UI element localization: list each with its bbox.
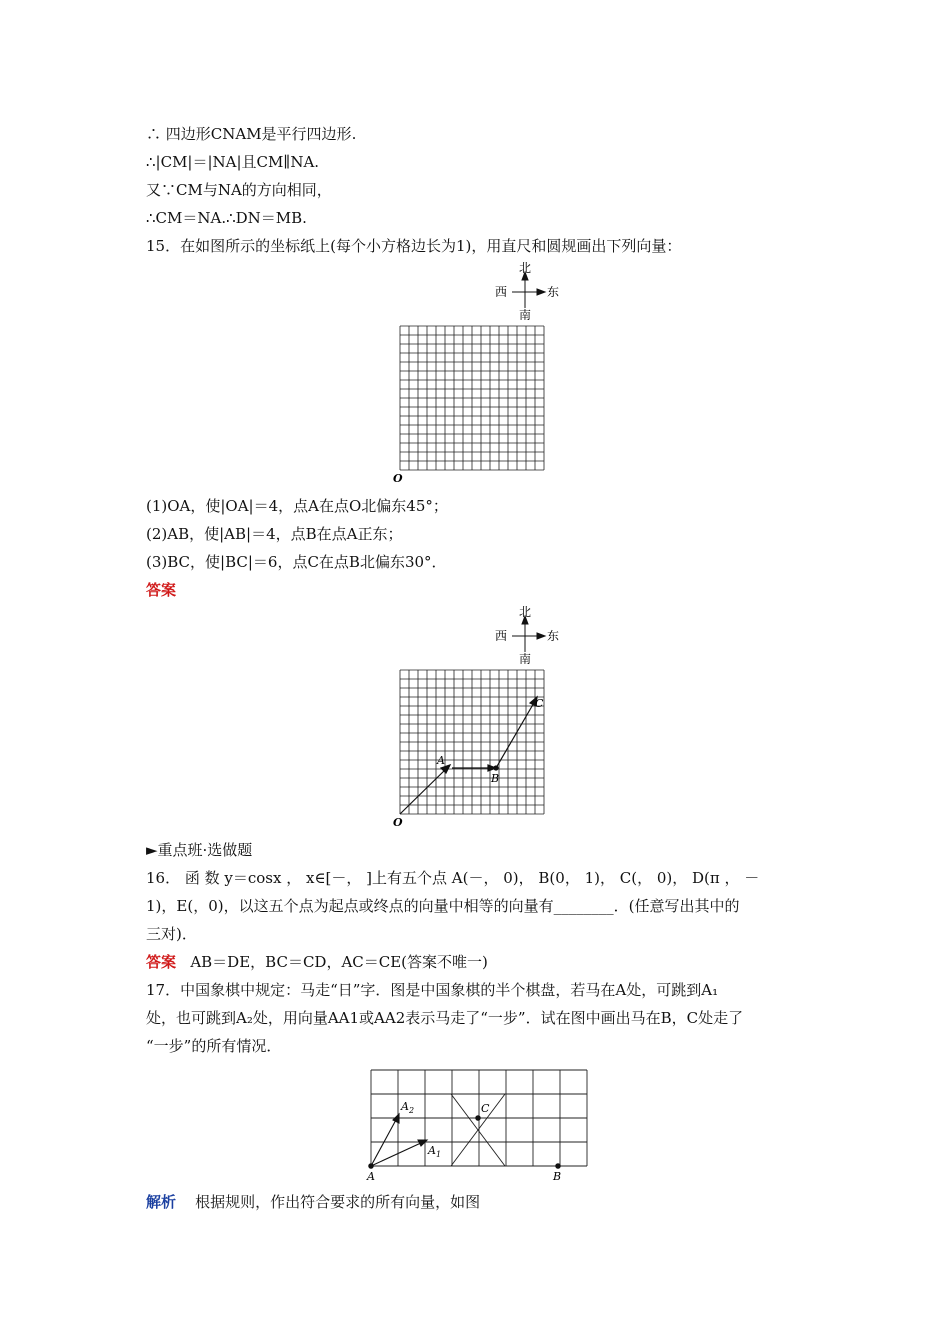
compass-rose-answer (512, 616, 545, 652)
origin-label-answer: O (393, 816, 403, 829)
question-15-part-3: (3)BC，使|BC|＝6，点C在点B北偏东30°． (146, 553, 447, 571)
question-15-part-2: (2)AB，使|AB|＝4，点B在点A正东； (146, 525, 403, 543)
proof-line-2: ∴|CM|＝|NA|且CM∥NA. (146, 153, 320, 171)
compass-east: 东 (547, 285, 560, 299)
origin-label: O (393, 472, 403, 485)
compass-east-answer: 东 (547, 629, 560, 643)
chess-b-label: B (553, 1170, 562, 1183)
answer-16 (146, 952, 488, 972)
compass-north-answer: 北 (519, 605, 532, 619)
proof-line-4: ∴CM＝NA.∴DN＝MB. (146, 209, 307, 227)
figure-chessboard (365, 1060, 590, 1185)
point-a-label: A (437, 754, 445, 767)
compass-rose (512, 272, 545, 308)
question-16-line-1: 16． 函 数 y＝cosx ， x∈[－， ]上有五个点 A(－， 0)， B(0， 1)， C(， 0)， D(π ， － (146, 869, 760, 887)
compass-south: 南 (519, 308, 532, 322)
proof-line-3: 又∵CM与NA的方向相同， (146, 181, 332, 199)
section-heading: ►重点班·选做题 (146, 841, 253, 859)
palace-diagonals (451, 1094, 505, 1166)
point-c-label: C (535, 697, 544, 710)
proof-line-1: ∴ 四边形CNAM是平行四边形. (146, 125, 357, 143)
question-17-line-3: “一步”的所有情况． (146, 1037, 282, 1055)
answer-label-16: 答案 (146, 953, 177, 971)
answer-label-15: 答案 (146, 581, 177, 599)
question-15: 15．在如图所示的坐标纸上(每个小方格边长为1)，用直尺和圆规画出下列向量： (146, 237, 682, 255)
answer-text-16: AB＝DE，BC＝CD，AC＝CE(答案不唯一) (190, 953, 488, 971)
question-16-line-2: 1)，E(，0)，以这五个点为起点或终点的向量中相等的向量有________．(任意写出其中的 (146, 897, 740, 915)
analysis (146, 1192, 480, 1212)
analysis-text: 根据规则，作出符合要求的所有向量，如图 (195, 1193, 481, 1211)
point-b-label: B (491, 772, 500, 785)
chess-a2-label: $A_2$ (401, 1100, 415, 1115)
figure-grid-empty (393, 258, 560, 488)
knight-vectors (369, 1114, 560, 1168)
analysis-label: 解析 (146, 1193, 177, 1211)
chess-a1-label: $A_1$ (428, 1144, 442, 1159)
compass-north: 北 (519, 261, 532, 275)
chess-a-label: A (367, 1170, 375, 1183)
compass-west-answer: 西 (495, 629, 508, 643)
answer-vectors (400, 697, 537, 814)
question-17-line-1: 17．中国象棋中规定：马走“日”字．图是中国象棋的半个棋盘，若马在A处，可跳到A₁ (146, 981, 719, 999)
question-16-line-3: 三对)． (146, 925, 197, 943)
question-15-part-1: (1)OA，使|OA|＝4，点A在点O北偏东45°； (146, 497, 448, 515)
grid-paper (400, 326, 544, 470)
compass-west: 西 (495, 285, 508, 299)
chess-c-label: C (481, 1102, 490, 1115)
figure-grid-answer (393, 604, 560, 830)
compass-south-answer: 南 (519, 652, 532, 666)
question-17-line-2: 处，也可跳到A₂处，用向量AA1或AA2表示马走了“一步”．试在图中画出马在B，C处走了 (146, 1009, 744, 1027)
